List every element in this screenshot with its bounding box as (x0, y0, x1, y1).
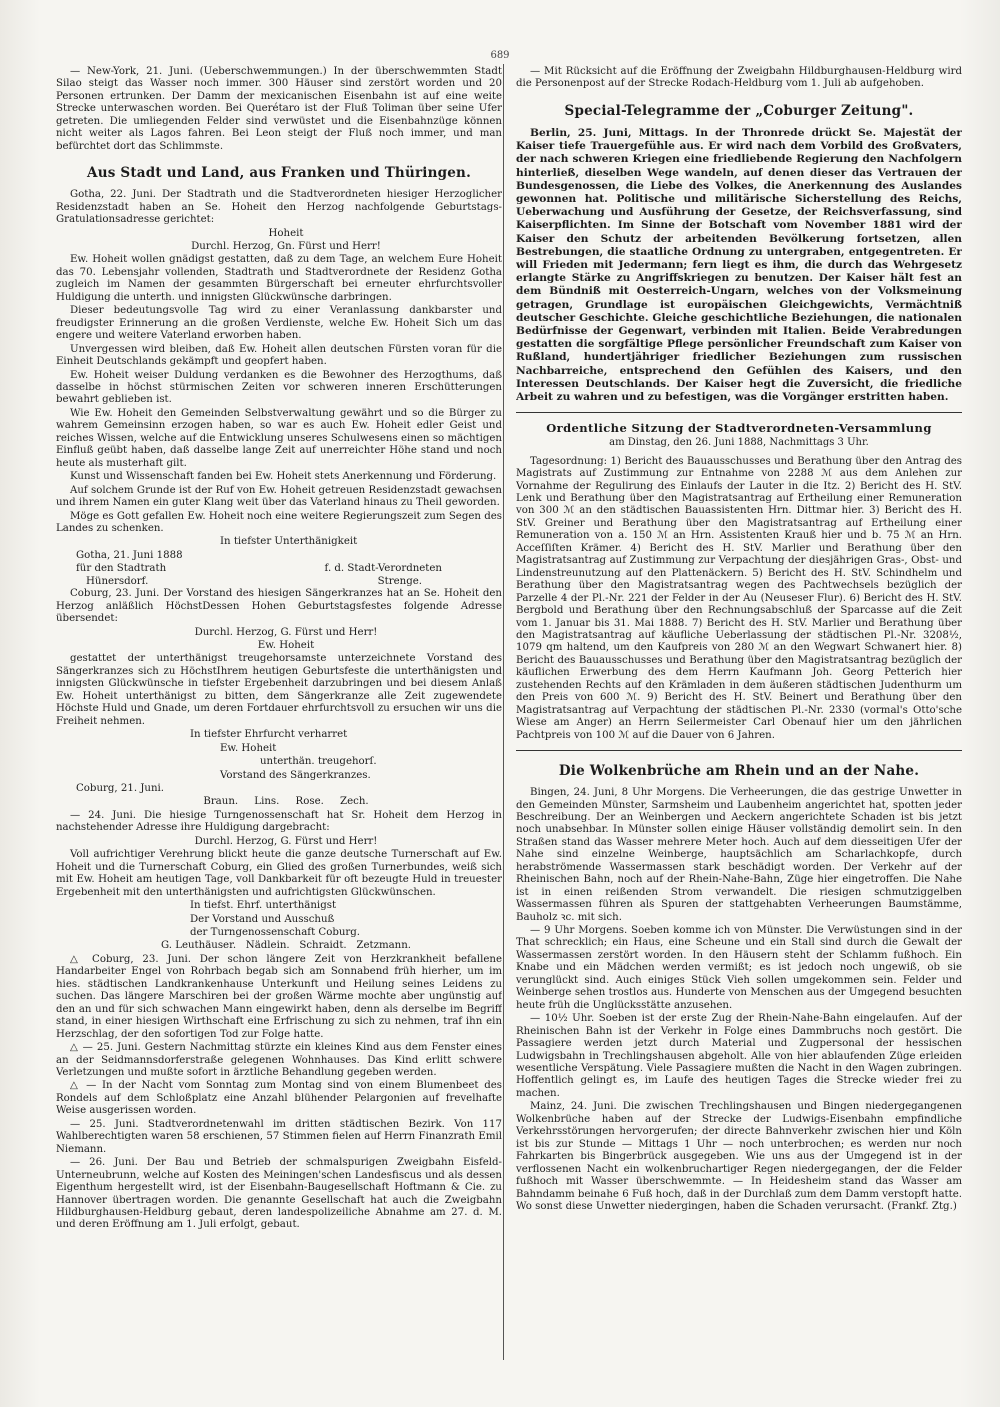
article-9uhr: — 9 Uhr Morgens. Soeben komme ich von Münster. Die Verwüstungen sind in der That schrecklich; ein Haus, eine Scheune und ein Stall sind durch die Gewalt der Wassermassen zerstört worden. In den Häusern steht der Schlamm fußhoch. Ein Knabe und ein Mädchen werden vermißt; es ist jedoch noch ungewiß, ob sie verunglückt sind. Auch einiges Stück Vieh sollen umgekommen sein. Felder und Weinberge sehen trostlos aus. Hunderte von Menschen aus der Umgegend besuchten heute früh die Unglücksstätte anzusehen. (516, 925, 962, 1011)
salutation: Ew. Hoheit (257, 640, 315, 652)
article-hildburghausen: — Mit Rücksicht auf die Eröffnung der Zweigbahn Hildburghausen-Heldburg wird die Personenpost auf der Strecke Rodach-Heldburg vom 1. Juli ab aufgehoben. (516, 66, 962, 90)
article-stadtverordnetenwahl: — 25. Juni. Stadtverordnetenwahl im dritten städtischen Bezirk. Von 117 Wahlberechtigten waren 58 erschienen, 57 Stimmen fielen auf Herrn Finanzrath Emil Niemann. (56, 1118, 502, 1155)
signature-names: G. Leuthäuser. Nädlein. Schraidt. Zetzmann. (160, 940, 412, 952)
article-zweigbahn: — 26. Juni. Der Bau und Betrieb der schmalspurigen Zweigbahn Eisfeld-Unterneubrunn, welche auf Kosten des Meiningen'schen Landesfiscus und als dessen Eigenthum hergestellt wird, ist der Eisenbahn-Baugesellschaft Hoftmann & Cie. zu Hannover übertragen worden. Die genannte Gesellschaft hat auch die Zweigbahn Hildburghausen-Heldburg gebaut, deren landespolizeiliche Abnahme am 27. d. M. und deren Eröffnung am 1. Juli erfolgt, gebaut. (56, 1157, 502, 1231)
closing-line: In tiefster Unterthänigkeit (220, 536, 358, 548)
article-bingen: Bingen, 24. Juni, 8 Uhr Morgens. Die Verheerungen, die das gestrige Unwetter in den Gemeinden Münster, Sarmsheim und Laubenheim angerichtet hat, spotten jeder Beschreibung. Der an Weinbergen und Aeckern angerichtete Schaden ist bis jetzt noch unabsehbar. In Münster sollen einige Häuser vollständig demolirt sein. In den Straßen stand das Wasser mehrere Meter hoch. Auch auf dem diesseitigen Ufer der Nahe sind einzelne Weinberge, hauptsächlich am Scharlachkopfe, durch herabströmende Wassermassen stark beschädigt worden. Der Verkehr auf der Rheinischen Bahn, noch auf der Rhein-Nahe-Bahn, Züge hier eingetroffen. Die Nahe ist in einen reißenden Strom verwandelt. Die riesigen schmutziggelben Wassermassen führen als Spuren der stattgehabten Verheerungen Baumstämme, Bauholz ꝛc. mit sich. (516, 787, 962, 923)
paragraph: Unvergessen wird bleiben, daß Ew. Hoheit allen deutschen Fürsten voran für die Einheit Deutschlands gekämpft und geopfert haben. (56, 343, 502, 368)
article-coburg-kind: △ — 25. Juni. Gestern Nachmittag stürzte ein kleines Kind aus dem Fenster eines an der Seidmannsdorferstraße gelegenen Wohnhauses. Das Kind erlitt schwere Verletzungen und mußte sofort in ärztliche Behandlung gegeben werden. (56, 1042, 502, 1078)
section-divider (516, 412, 962, 413)
closing-line: der Turngenossenschaft Coburg. (190, 927, 361, 938)
column-divider (503, 64, 504, 1360)
section-heading-special-telegramme: Special-Telegramme der „Coburger Zeitung". (564, 102, 914, 119)
paragraph: Auf solchem Grunde ist der Ruf von Ew. Hoheit getreuen Residenzstadt gewachsen und ihrem Namen ein guter Klang weit über das Vaterland hinaus zu Theil geworden. (56, 484, 502, 509)
signature-name-left: Hünersdorf. (86, 575, 149, 587)
dateline: Coburg, 21. Juni. (76, 783, 165, 795)
section-divider (516, 750, 962, 751)
salutation: Durchl. Herzog, G. Fürst und Herr! (194, 835, 378, 847)
section-heading-stadt-land: Aus Stadt und Land, aus Franken und Thüringen. (87, 165, 471, 182)
salutation-hoheit: Hoheit (268, 227, 304, 239)
paragraph: gestattet der unterthänigst treugehorsamste unterzeichnete Vorstand des Sängerkranzes sich zu HöchstIhrem heutigen Geburtsfeste die unterthänigsten und innigsten Glückwünsche in tiefster Ergebenheit darzubringen und bei diesem Anlaß Ew. Hoheit unterthänigst zu bitten, dem Sängerkranze alle Zeit zugewendete Höchste Huld und Gnade, um deren Fortdauer ehrfurchtsvoll zu ersuchen wir uns die Freiheit nehmen. (56, 653, 502, 727)
signature-right: f. d. Stadt-Verordneten (324, 563, 442, 575)
paragraph: Ew. Hoheit weiser Duldung verdanken es die Bewohner des Herzogthums, daß dasselbe in höchst stürmischen Zeiten vor schweren inneren Erschütterungen bewahrt geblieben ist. (56, 369, 502, 406)
page-number: 689 (490, 50, 510, 61)
section-heading-sitzung: Ordentliche Sitzung der Stadtverordneten-Versammlung (546, 421, 932, 436)
article-mainz: Mainz, 24. Juni. Die zwischen Trechlingshausen und Bingen niedergegangenen Wolkenbrüche haben auf der Strecke der Ludwigs-Eisenbahn empfindliche Verkehrsstörungen hervorgerufen; der directe Bahnverkehr zwischen hier und Köln ist bis zur Stunde — Mittags 1 Uhr — noch unterbrochen; es werden nur noch Fahrkarten bis Bingerbrück ausgegeben. Wie uns aus der Umgegend ist in der verflossenen Nacht ein wolkenbruchartiger Regen niedergegangen, der die Felder fußhoch mit Wasser überschwemmte. — In Heidesheim stand das Wasser am Bahndamm beinahe 6 Fuß hoch, daß in der Durchlaß zum dem Damm verstopft hatte. Wo sonst diese Unwetter niedergingen, haben die Schaden verursacht. (Frankf. Ztg.) (516, 1101, 962, 1212)
article-gotha-intro: Gotha, 22. Juni. Der Stadtrath und die Stadtverordneten hiesiger Herzoglicher Residenzstadt haben an Se. Hoheit den Herzog nachfolgende Geburtstags-Gratulationsadresse gerichtet: (56, 189, 502, 226)
sitzung-date: am Dinstag, den 26. Juni 1888, Nachmittags 3 Uhr. (609, 437, 869, 449)
right-column (516, 66, 962, 1361)
section-heading-wolkenbrueche: Die Wolkenbrüche am Rhein und an der Nahe. (558, 763, 920, 780)
article-turngenossenschaft: — 24. Juni. Die hiesige Turngenossenschaft hat Sr. Hoheit dem Herzog in nachstehender Adresse ihre Huldigung dargebracht: (56, 809, 502, 834)
signature-names: Braun. Lins. Rose. Zech. (203, 796, 369, 808)
paragraph: Dieser bedeutungsvolle Tag wird zu einer Veranlassung dankbarster und freudigster Erinnerung an die großen Verdienste, welche Ew. Hoheit Sich um das engere und weitere Vaterland erworben haben. (56, 305, 502, 342)
left-column (56, 66, 502, 1361)
closing-line: Vorstand des Sängerkranzes. (220, 769, 371, 781)
article-coburg-pelargonien: △ — In der Nacht vom Sonntag zum Montag sind von einem Blumenbeet des Rondels auf dem Schloßplatz eine Anzahl blühender Pelargonien auf frevelhafte Weise ausgerissen worden. (56, 1080, 502, 1117)
signature-row (56, 563, 502, 575)
article-coburg-herzschlag: △ Coburg, 23. Juni. Der schon längere Zeit von Herzkrankheit befallene Handarbeiter Engel von Rohrbach begab sich am Sonnabend früh hierher, um im hies. städtischen Landkrankenhause Unterkunft und Heilung seines Leidens zu suchen. Das längere Marschiren bei der großen Wärme mochte aber ungünstig auf den an und für sich schwachen Mann eingewirkt haben, denn als derselbe im Begriff stand, in einer hiesigen Wirthschaft eine Erfrischung zu sich zu nehmen, traf ihn ein Herzschlag, der den sofortigen Tod zur Folge hatte. (56, 953, 502, 1040)
closing-line: In tiefst. Ehrf. unterthänigst (190, 900, 337, 912)
closing-line: unterthän. treugehorſ. (260, 756, 377, 768)
article-thronrede: Berlin, 25. Juni, Mittags. In der Thronrede drückt Se. Majestät der Kaiser tiefe Trauergefühle aus. Er wird nach dem Vorbild des Großvaters, der nach schweren Kriegen eine friedliebende Regierung den Nachfolgern hinterließ, dieselben Wege wandeln, auf denen dieser das Vertrauen der Bundesgenossen, die Liebe des Volkes, die Anerkennung des Auslandes gewonnen hat. Politische und militärische Sicherstellung des Reichs, Ueberwachung und Ausführung der Gesetze, der Reichsverfassung, sind Kaiserpflichten. Im Sinne der Botschaft vom November 1881 wird der Kaiser den Schutz der arbeitenden Bevölkerung fortsetzen, allen Bestrebungen, die staatliche Ordnung zu untergraben, entgegentreten. Er will Frieden mit Jedermann; fern liegt es ihm, die durch das Wehrgesetz erlangte Stärke zu Angriffskriegen zu benutzen. Der Kaiser hält fest an dem Bündniß mit Oesterreich-Ungarn, welches von der Volksmeinung getragen, Grundlage ist europäischen Gleichgewichts, Vermächtniß deutscher Geschichte. Gleiche geschichtliche Beziehungen, die nationalen Bedürfnisse der Gegenwart, verbinden mit Italien. Beide Verabredungen gestatten die sorgfältige Pflege persönlicher Freundschaft zum Kaiser von Rußland, hundertjähriger friedlicher Beziehungen zum russischen Nachbarreiche, entsprechend den Gefühlen des Kaisers, und den Interessen Deutschlands. Der Kaiser hegt die Zuversicht, die friedliche Arbeit zu wahren und zu befestigen, was die Vorgänger erstritten haben. (516, 126, 962, 403)
article-coburg-intro: Coburg, 23. Juni. Der Vorstand des hiesigen Sängerkranzes hat an Se. Hoheit den Herzog anläßlich HöchstDessen Hohen Geburtstagsfestes folgende Adresse übersendet: (56, 588, 502, 625)
dateline: Gotha, 21. Juni 1888 (76, 549, 183, 561)
signature-left: für den Stadtrath (76, 563, 167, 575)
closing-line: In tiefster Ehrfurcht verharret (190, 729, 348, 741)
paragraph: Voll aufrichtiger Verehrung blickt heute die ganze deutsche Turnerschaft auf Ew. Hoheit und die Turnerschaft Coburg, ein Glied des großen Turnerbundes, weiß sich mit Ew. Hoheit am heutigen Tage, voll Dankbarkeit für oft bezeugte Huld in treuester Ergebenheit mit den unterthänigsten und aufrichtigsten Glückwünschen. (56, 849, 502, 898)
signature-row (56, 576, 502, 588)
paragraph: Ew. Hoheit wollen gnädigst gestatten, daß zu dem Tage, an welchem Eure Hoheit das 70. Lebensjahr vollenden, Stadtrath und Stadtverordnete der Residenz Gotha zugleich im Namen der gesammten Bürgerschaft bei erneuter ehrfurchtsvoller Huldigung die unterth. und innigsten Glückwünsche darbringen. (56, 254, 502, 303)
closing-line: Der Vorstand und Ausschuß (190, 913, 335, 925)
article-1012uhr: — 10½ Uhr. Soeben ist der erste Zug der Rhein-Nahe-Bahn eingelaufen. Auf der Rheinischen Bahn ist der Verkehr in Folge eines Dammbruchs noch gestört. Die Passagiere werden jetzt durch Material und Zugpersonal der hessischen Ludwigsbahn in Trechlingshausen abgeholt. Alle von hier ablaufenden Züge erleiden wesentliche Verspätung. Viele Passagiere mußten die Nacht in den Wagen zubringen. Hoffentlich gelingt es, im Laufe des heutigen Tages die Strecke wieder frei zu machen. (516, 1013, 962, 1099)
salutation-durchl: Durchl. Herzog, Gn. Fürst und Herr! (191, 240, 381, 252)
signature-name-right: Strenge. (377, 575, 422, 587)
closing-line: Ew. Hoheit (220, 742, 277, 754)
paragraph: Möge es Gott gefallen Ew. Hoheit noch eine weitere Regierungszeit zum Segen des Landes zu schenken. (56, 510, 502, 534)
salutation: Durchl. Herzog, G. Fürst und Herr! (194, 626, 378, 638)
paragraph: Wie Ew. Hoheit den Gemeinden Selbstverwaltung gewährt und so die Bürger zu wahrem Gemeinsinn erzogen haben, so war es auch Ew. Hoheit edler Geist und reiches Wissen, welche auf die Entwicklung unseres Schulwesens einen so mächtigen Einfluß geübt haben, daß dasselbe lange Zeit auf unerreichter Höhe stand und noch heute als musterhaft gilt. (56, 407, 502, 469)
paragraph: Kunst und Wissenschaft fanden bei Ew. Hoheit stets Anerkennung und Förderung. (70, 471, 497, 483)
article-tagesordnung: Tagesordnung: 1) Bericht des Bauausschusses und Berathung über den Antrag des Magistrats auf Zustimmung zur Entnahme von 2288 ℳ aus dem Anlehen zur Vornahme der Regulirung des Einlaufs der Lauter in die Itz. 2) Bericht des H. StV. Lenk und Berathung über den Magistratsantrag auf Ertheilung einer Remuneration von 300 ℳ an den städtischen Bauassistenten Hrn. Dittmar hier. 3) Bericht des H. StV. Greiner und Berathung über den Magistratsantrag auf Ertheilung einer Remuneration von a. 150 ℳ an Hrn. Assistenten Krauß hier und b. 75 ℳ an Hrn. Acceſſiſten Krämer. 4) Bericht des H. StV. Marlier und Berathung über den Magistratsantrag auf Zustimmung zur Verpachtung der diesjährigen Gras-, Obst- und Lindenstreunutzung auf den Plattenäckern. 5) Bericht des H. StV. Schindhelm und Berathung über den Magistratsantrag wegen des Pachtwechsels bezüglich der Parzelle 4 der Pl.-Nr. 221 der Felder in der Au (Neuseser Flur). 6) Bericht des H. StV. Bergbold und Berathung über den Rechnungsabschluß der Sparcasse auf die Zeit vom 1. Januar bis 31. Mai 1888. 7) Bericht des H. StV. Marlier und Berathung über den Magistratsantrag auf käufliche Ueberlassung der städtischen Pl.-Nr. 3208½, 1079 qm haltend, um den Kaufpreis von 280 ℳ an den Wegwart Schwanert hier. 8) Bericht des Bauausschusses und Berathung über den Magistratsantrag bezüglich der käuflichen Erwerbung des dem Herrn Kaufmann Joh. Georg Petterich hier zustehenden Rechts auf den Krämladen in dem äußeren städtischen Judenthurm um den Preis von 600 ℳ. 9) Bericht des H. StV. Beinert und Berathung über den Magistratsantrag auf Verpachtung der städtischen Pl.-Nr. 2330 (vormal's Otto'sche Wiese am Anger) an Herrn Seilermeister Carl Obenauf hier um den jährlichen Pachtpreis von 100 ℳ auf die Dauer von 6 Jahren. (516, 455, 962, 741)
article-newyork: — New-York, 21. Juni. (Ueberschwemmungen.) In der überschwemmten Stadt Silao steigt das Wasser noch immer. 300 Häuser sind zerstört worden und 20 Personen ertrunken. Der Damm der mexicanischen Eisenbahn ist auf eine weite Strecke unterwaschen worden. Bei Querétaro ist der Fluß Toliman über seine Ufer getreten. Die umliegenden Felder sind verwüstet und die Eisenbahnzüge können nicht weiter als Lagos fahren. Bei Leon steigt der Fluß noch immer, und man befürchtet dort das Schlimmste. (56, 66, 502, 152)
